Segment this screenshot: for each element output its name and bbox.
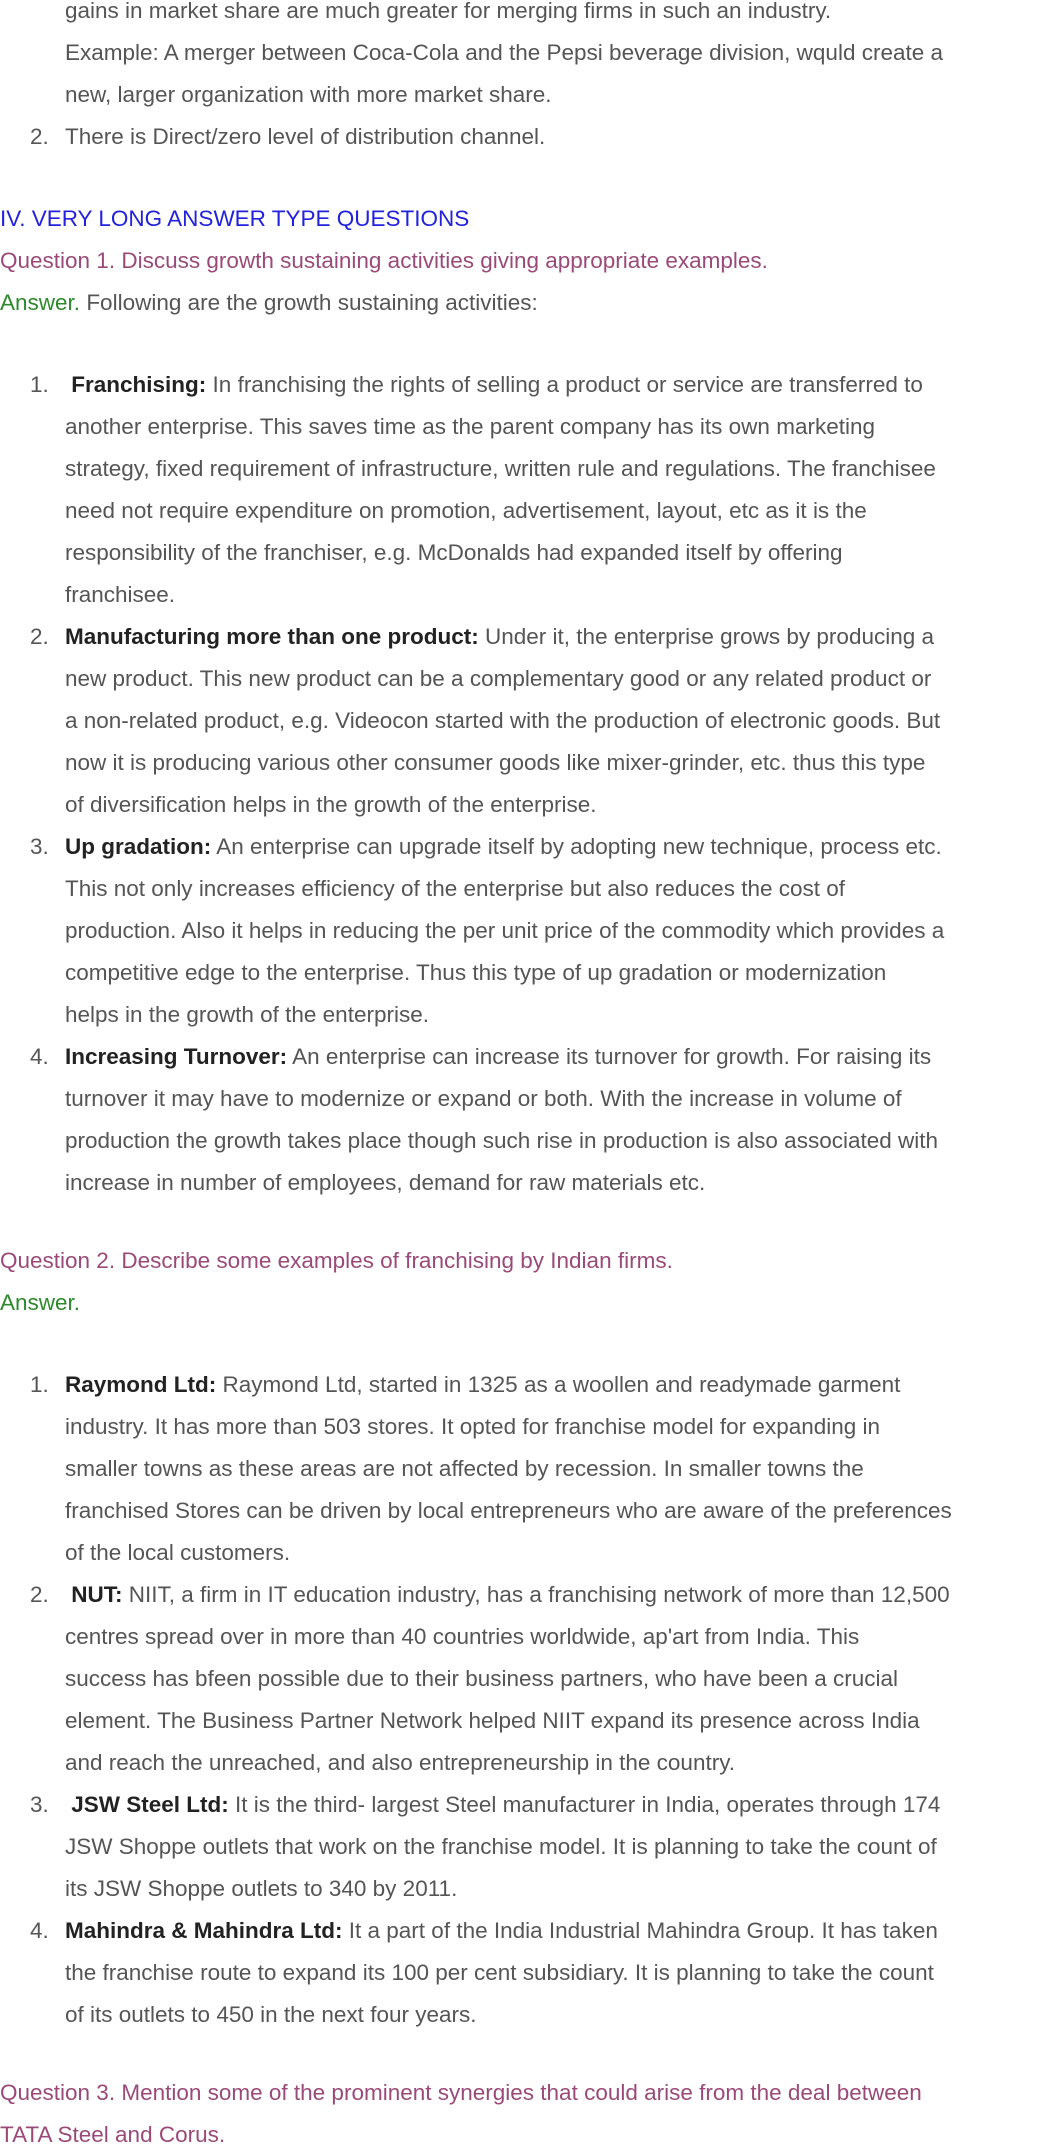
list-line: another enterprise. This saves time as the parent company has its own marketing [65, 414, 875, 439]
list-number: 1. [30, 1372, 49, 1397]
list-number: 3. [30, 1792, 49, 1817]
question-2 [0, 1240, 1056, 1282]
list-text [65, 364, 1055, 616]
list-line: JSW Shoppe outlets that work on the franchise model. It is planning to take the count of [65, 1834, 937, 1859]
list-line [65, 1910, 1055, 1952]
list-line: of the local customers. [65, 1540, 291, 1565]
list-term: Franchising: [71, 372, 207, 397]
list-line-text: It a part of the India Industrial Mahindra Group. It has taken [348, 1918, 938, 1943]
list-line [65, 1036, 1055, 1078]
list-line: element. The Business Partner Network helped NIIT expand its presence across India [65, 1708, 920, 1733]
list-line-text: In franchising the rights of selling a product or service are transferred to [212, 372, 923, 397]
list-text [65, 616, 1055, 826]
list-line: competitive edge to the enterprise. Thus this type of up gradation or modernization [65, 960, 887, 985]
answer-2 [0, 1282, 1056, 1324]
list-text [65, 116, 1055, 158]
answer-label: Answer. [0, 290, 81, 315]
list-line: production. Also it helps in reducing the per unit price of the commodity which provides a [65, 918, 945, 943]
list-number: 3. [30, 834, 49, 859]
list-number: 4. [30, 1044, 49, 1069]
list-term: Up gradation: [65, 834, 212, 859]
list-line: smaller towns as these areas are not affected by recession. In smaller towns the [65, 1456, 864, 1481]
list-line: production the growth takes place though such rise in production is also associated with [65, 1128, 939, 1153]
list-line: strategy, fixed requirement of infrastructure, written rule and regulations. The franchisee [65, 456, 936, 481]
list-line: of diversification helps in the growth of the enterprise. [65, 792, 597, 817]
list-line: helps in the growth of the enterprise. [65, 1002, 429, 1027]
list-line [65, 364, 1055, 406]
list-line: industry. It has more than 503 stores. It opted for franchise model for expanding in [65, 1414, 881, 1439]
list-line: a non-related product, e.g. Videocon started with the production of electronic goods. But [65, 708, 941, 733]
list-number: 2. [30, 124, 49, 149]
list-number: 2. [30, 1582, 49, 1607]
question-3-line-2: TATA Steel and Corus. [0, 2122, 226, 2147]
list-text [65, 1364, 1055, 1574]
list-text [65, 1910, 1055, 2036]
continuation-text-2: Example: A merger between Coca-Cola and the Pepsi beverage division, wquld create a [65, 40, 944, 65]
list-term: JSW Steel Ltd: [71, 1792, 229, 1817]
section-heading: IV. VERY LONG ANSWER TYPE QUESTIONS [0, 206, 470, 231]
answer-label: Answer. [0, 1290, 81, 1315]
list-number: 1. [30, 372, 49, 397]
continuation-line [65, 32, 1055, 74]
list-line-text: An enterprise can upgrade itself by adopting new technique, process etc. [216, 834, 942, 859]
list-line: and reach the unreached, and also entrepreneurship in the country. [65, 1750, 736, 1775]
list-line-text: Raymond Ltd, started in 1325 as a woollen and readymade garment [222, 1372, 901, 1397]
answer-intro: Following are the growth sustaining activities: [86, 290, 538, 315]
list-line: There is Direct/zero level of distribution channel. [65, 124, 546, 149]
list-line: its JSW Shoppe outlets to 340 by 2011. [65, 1876, 458, 1901]
list-line [65, 826, 1055, 868]
continuation-text-1: gains in market share are much greater for merging firms in such an industry. [65, 0, 832, 23]
list-line-text: It is the third- largest Steel manufacturer in India, operates through 174 [235, 1792, 941, 1817]
list-line: centres spread over in more than 40 countries worldwide, ap'art from India. This [65, 1624, 860, 1649]
list-line: success has bfeen possible due to their business partners, who have been a crucial [65, 1666, 898, 1691]
list-line: franchised Stores can be driven by local entrepreneurs who are aware of the preferences [65, 1498, 952, 1523]
list-text [65, 826, 1055, 1036]
question-3-line-1: Question 3. Mention some of the prominent synergies that could arise from the deal between [0, 2080, 922, 2105]
continuation-line [65, 74, 1055, 116]
question-2-prefix: Question 2. Describe some examples of franchising by [0, 1248, 545, 1273]
list-line [65, 1784, 1055, 1826]
list-line: responsibility of the franchiser, e.g. McDonalds had expanded itself by offering [65, 540, 843, 565]
list-term: NUT: [71, 1582, 123, 1607]
list-text [65, 1036, 1055, 1204]
question-2-suffix: Indian firms. [550, 1248, 673, 1273]
continuation-text-3: new, larger organization with more market share. [65, 82, 552, 107]
list-line-text: An enterprise can increase its turnover for growth. For raising its [292, 1044, 932, 1069]
question-1: Question 1. Discuss growth sustaining activities giving appropriate examples. [0, 248, 768, 273]
list-line [65, 616, 1055, 658]
list-term: Raymond Ltd: [65, 1372, 217, 1397]
list-line: turnover it may have to modernize or expand or both. With the increase in volume of [65, 1086, 902, 1111]
list-line: need not require expenditure on promotion, advertisement, layout, etc as it is the [65, 498, 867, 523]
list-line [65, 1574, 1055, 1616]
list-term: Increasing Turnover: [65, 1044, 288, 1069]
list-line-text: Under it, the enterprise grows by producing a [485, 624, 935, 649]
list-line: now it is producing various other consumer goods like mixer-grinder, etc. thus this type [65, 750, 926, 775]
list-line: This not only increases efficiency of the enterprise but also reduces the cost of [65, 876, 846, 901]
list-text [65, 1784, 1055, 1910]
list-line: increase in number of employees, demand for raw materials etc. [65, 1170, 706, 1195]
answer-1 [0, 282, 1056, 324]
list-number: 4. [30, 1918, 49, 1943]
list-number: 2. [30, 624, 49, 649]
list-line: franchisee. [65, 582, 176, 607]
list-term: Mahindra & Mahindra Ltd: [65, 1918, 343, 1943]
continuation-line [65, 0, 1055, 32]
list-line-text: NIIT, a firm in IT education industry, has a franchising network of more than 12,500 [128, 1582, 950, 1607]
list-line: the franchise route to expand its 100 per cent subsidiary. It is planning to take the count [65, 1960, 934, 1985]
list-line [65, 1364, 1055, 1406]
list-term: Manufacturing more than one product: [65, 624, 479, 649]
list-text [65, 1574, 1055, 1784]
list-line: of its outlets to 450 in the next four years. [65, 2002, 477, 2027]
list-line: new product. This new product can be a complementary good or any related product or [65, 666, 932, 691]
